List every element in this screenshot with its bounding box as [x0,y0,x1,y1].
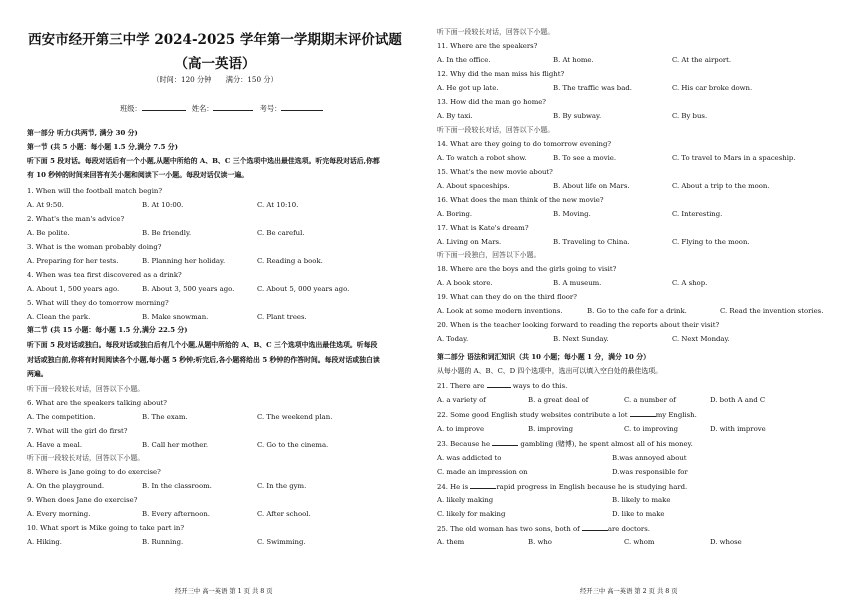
answer-option-a[interactable]: A. A book store. [437,279,493,287]
answer-option-a[interactable]: A. About 1, 500 years ago. [27,285,120,293]
question-text: 22. Some good English study websites contribute a lot [437,411,630,419]
answer-option-c[interactable]: C. The weekend plan. [257,413,333,421]
answer-option-a[interactable]: A. To watch a robot show. [437,154,527,162]
listen-note: 听下面一段较长对话，回答以下小题。 [437,126,555,134]
answer-option-b[interactable]: B. At 10:00. [142,201,184,209]
answer-option-c[interactable]: C. A shop. [672,279,708,287]
question-text: 25. The old woman has two sons, both of [437,525,582,533]
answer-option-b[interactable]: B. Planning her holiday. [142,257,226,265]
answer-option-b[interactable]: B. About 3, 500 years ago. [142,285,235,293]
answer-option-b[interactable]: B. Moving. [553,210,591,218]
name-label: 姓名： [191,104,214,113]
listen-note: 听下面一段较长对话，回答以下小题。 [437,28,555,36]
section2-instructions-end: 两遍。 [27,370,48,378]
question-stem: 7. What will the girl do first? [27,427,128,435]
answer-option-b[interactable]: B. who [528,538,552,546]
student-info-row [120,104,323,113]
question-text: 21. There are [437,382,487,390]
answer-option-b[interactable]: B. likely to make [612,496,671,504]
exam-subtitle: （高一英语） [174,56,256,72]
answer-option-b[interactable]: B. Running. [142,538,184,546]
answer-option-a[interactable]: A. Preparing for her tests. [27,257,119,265]
fill-blank[interactable] [492,439,518,446]
page-footer: 经开三中 高一英语 第 2 页 共 8 页 [580,588,678,595]
answer-option-b[interactable]: B. Traveling to China. [553,238,630,246]
question-stem: 15. What's the new movie about? [437,168,553,176]
answer-option-a[interactable]: A. Every morning. [27,510,91,518]
section2-heading: 第二节 (共 15 小题：每小题 1.5 分,满分 22.5 分) [27,326,188,334]
answer-option-a[interactable]: A. a variety of [437,396,486,404]
answer-option-b[interactable]: B. Next Sunday. [553,335,609,343]
fill-blank[interactable] [470,482,496,489]
section1-instructions-cont: 有 10 秒钟的时间来回答有关小题和阅读下一小题。每段对话仅读一遍。 [27,171,249,179]
question-text: gambling (赌博), he spent almost all of his money. [518,440,693,448]
answer-option-a[interactable]: A. to improve [437,425,485,433]
question-stem: 1. When will the football match begin? [27,187,163,195]
question-stem: 3. What is the woman probably doing? [27,243,162,251]
answer-option-a[interactable]: A. likely making [437,496,494,504]
answer-option-c[interactable]: C. to improving [624,425,679,433]
answer-option-c[interactable]: C. By bus. [672,112,708,120]
answer-option-a[interactable]: A. The competition. [27,413,96,421]
answer-option-b[interactable]: B. The traffic was bad. [553,84,632,92]
answer-option-b[interactable]: B. Every afternoon. [142,510,210,518]
answer-option-c[interactable]: C. His car broke down. [672,84,753,92]
class-blank[interactable] [142,104,186,111]
answer-option-c[interactable]: C. Swimming. [257,538,306,546]
question-stem: 13. How did the man go home? [437,98,546,106]
question-stem: 8. Where is Jane going to do exercise? [27,468,161,476]
question-stem: 12. Why did the man miss his flight? [437,70,565,78]
answer-option-c[interactable]: C. Plant trees. [257,313,307,321]
answer-option-c[interactable]: C. whom [624,538,655,546]
question-text: my English. [655,411,697,419]
listen-note: 听下面一段较长对话，回答以下小题。 [27,385,145,393]
answer-option-b[interactable]: B. At home. [553,56,594,64]
answer-option-c[interactable]: C. Flying to the moon. [672,238,750,246]
answer-option-d[interactable]: D. both A and C [710,396,766,404]
answer-option-a[interactable]: A. Look at some modern inventions. [437,307,563,315]
answer-option-b[interactable]: B. Make snowman. [142,313,209,321]
answer-option-c[interactable]: C. About 5, 000 years ago. [257,285,350,293]
answer-option-a[interactable]: A. By taxi. [437,112,473,120]
section1-heading: 第一节 (共 5 小题：每小题 1.5 分,满分 7.5 分) [27,143,178,151]
question-stem: 17. What is Kate's dream? [437,224,529,232]
answer-option-b[interactable]: B. Call her mother. [142,441,209,449]
time-info: （时间：120 分钟 满分：150 分） [152,75,278,84]
answer-option-d[interactable]: D. like to make [612,510,665,518]
question-stem: 6. What are the speakers talking about? [27,399,167,407]
question-text: 23. Because he [437,440,493,448]
section2-instructions: 听下面 5 段对话或独白。每段对话或独白后有几个小题,从题中所给的 A、B、C 三个选项中选出最佳选项。听每段 [27,341,378,349]
answer-option-b[interactable]: B. By subway. [553,112,602,120]
section2-instructions-cont: 对话或独白前,你将有时间阅读各个小题,每小题 5 秒钟;听完后,各小题将给出 5 秒钟的作答时间。每段对话或独白读 [27,356,380,364]
answer-option-c[interactable]: C. At the airport. [672,56,732,64]
answer-option-b[interactable]: B.was annoyed about [612,454,687,462]
answer-option-a[interactable]: A. Clean the park. [27,313,91,321]
exam-no-blank[interactable] [281,104,323,111]
fill-blank[interactable] [487,381,511,388]
answer-option-c[interactable]: C. About a trip to the moon. [672,182,770,190]
answer-option-a[interactable]: A. In the office. [437,56,491,64]
answer-option-a[interactable]: A. Have a meal. [27,441,83,449]
answer-option-c[interactable]: C. To travel to Mars in a spaceship. [672,154,796,162]
answer-option-d[interactable]: D. with improve [710,425,766,433]
answer-option-c[interactable]: C. After school. [257,510,311,518]
answer-option-a[interactable]: A. On the playground. [27,482,105,490]
answer-option-c[interactable]: C. a number of [624,396,676,404]
part1-heading: 第一部分 听力(共两节, 满分 30 分) [27,129,138,137]
question-stem [437,410,697,420]
question-stem: 16. What does the man think of the new movie? [437,196,604,204]
listen-note: 听下面一段独白，回答以下小题。 [437,251,541,259]
question-stem: 2. What's the man's advice? [27,215,125,223]
answer-option-c[interactable]: C. made an impression on [437,468,528,476]
answer-option-b[interactable]: B. In the classroom. [142,482,212,490]
question-text: are doctors. [607,525,650,533]
answer-option-d[interactable]: D.was responsible for [612,468,688,476]
answer-option-c[interactable]: C. Reading a book. [257,257,323,265]
answer-option-a[interactable]: A. them [437,538,465,546]
answer-option-b[interactable]: B. a great deal of [528,396,589,404]
answer-option-a[interactable]: A. He got up late. [437,84,499,92]
answer-option-a[interactable]: A. was addicted to [437,454,502,462]
question-text: ways to do this. [510,382,568,390]
question-stem [437,381,567,391]
listen-note: 听下面一段较长对话，回答以下小题。 [27,454,145,462]
part2-instructions: 从每小题的 A、B、C、D 四个选项中，选出可以填入空白处的最佳选项。 [437,367,663,375]
question-stem: 20. When is the teacher looking forward to reading the reports about their visit? [437,321,720,329]
answer-option-c[interactable]: C. Go to the cinema. [257,441,329,449]
question-stem [437,482,687,492]
exam-title: 西安市经开第三中学 2024-2025 学年第一学期期末评价试题 [28,32,402,48]
part2-heading: 第二部分 语法和词汇知识（共 10 小题；每小题 1 分，满分 10 分） [437,353,651,361]
answer-option-c[interactable]: C. Interesting. [672,210,723,218]
answer-option-b[interactable]: B. A museum. [553,279,602,287]
answer-option-c[interactable]: C. In the gym. [257,482,307,490]
question-stem: 11. Where are the speakers? [437,42,538,50]
answer-option-d[interactable]: D. whose [710,538,742,546]
class-label: 班级： [120,104,142,113]
exam-no-label: 考号： [259,104,282,113]
fill-blank[interactable] [630,410,656,417]
answer-option-a[interactable]: A. Boring. [437,210,473,218]
answer-option-a[interactable]: A. Be polite. [27,229,70,237]
answer-option-a[interactable]: A. Today. [437,335,469,343]
answer-option-a[interactable]: A. Living on Mars. [437,238,502,246]
question-stem: 9. When does Jane do exercise? [27,496,138,504]
answer-option-b[interactable]: B. About life on Mars. [553,182,630,190]
answer-option-b[interactable]: B. The exam. [142,413,188,421]
page-footer: 经开三中 高一英语 第 1 页 共 8 页 [175,588,273,595]
question-stem: 14. What are they going to do tomorrow evening? [437,140,612,148]
answer-option-a[interactable]: A. Hiking. [27,538,62,546]
fill-blank[interactable] [582,524,608,531]
name-blank[interactable] [213,104,253,111]
question-stem: 18. Where are the boys and the girls going to visit? [437,265,617,273]
answer-option-c[interactable]: C. Read the invention stories. [720,307,824,315]
answer-option-c[interactable]: C. likely for making [437,510,506,518]
answer-option-b[interactable]: B. Go to the cafe for a drink. [587,307,687,315]
answer-option-a[interactable]: A. About spaceships. [437,182,510,190]
answer-option-c[interactable]: C. Be careful. [257,229,305,237]
question-stem [437,439,693,449]
answer-option-a[interactable]: A. At 9:50. [27,201,64,209]
answer-option-b[interactable]: B. improving [528,425,573,433]
answer-option-b[interactable]: B. Be friendly. [142,229,192,237]
question-stem: 4. When was tea first discovered as a drink? [27,271,182,279]
section1-instructions: 听下面 5 段对话。每段对话后有一个小题,从题中所给的 A、B、C 三个选项中选出最佳选项。听完每段对话后,你都 [27,157,380,165]
question-text: rapid progress in English because he is studying hard. [496,483,688,491]
exam-page-right [430,0,860,608]
question-text: 24. He is [437,483,471,491]
answer-option-b[interactable]: B. To see a movie. [553,154,617,162]
answer-option-c[interactable]: C. Next Monday. [672,335,730,343]
answer-option-c[interactable]: C. At 10:10. [257,201,299,209]
question-stem: 5. What will they do tomorrow morning? [27,299,169,307]
question-stem: 19. What can they do on the third floor? [437,293,577,301]
question-stem [437,524,650,534]
question-stem: 10. What sport is Mike going to take part in? [27,524,185,532]
